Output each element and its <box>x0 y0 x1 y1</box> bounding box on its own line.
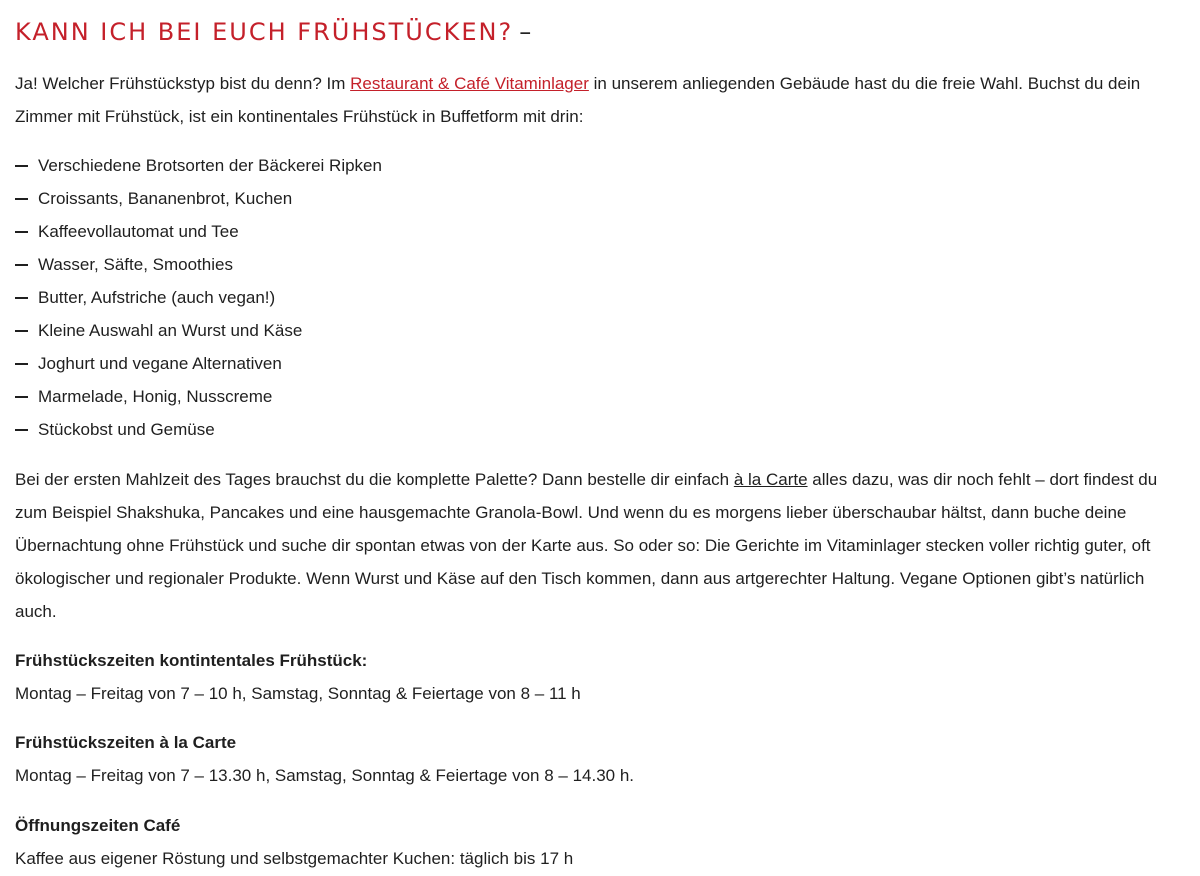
intro-text-after: in unserem anliegenden Gebäude hast du die freie Wahl. Buchst du dein Zimmer mit Frühstück, ist ein kontinentales Frühstück in Buffetform mit drin: <box>15 74 1141 126</box>
list-item <box>15 314 382 347</box>
hours-continental <box>15 644 581 710</box>
section-title-text: KANN ICH BEI EUCH FRÜHSTÜCKEN? <box>15 18 514 46</box>
list-item-label: Butter, Aufstriche (auch vegan!) <box>38 288 276 307</box>
para2-text-after: alles dazu, was dir noch fehlt – dort findest du zum Beispiel Shakshuka, Pancakes und eine hausgemachte Granola-Bowl. Und wenn du es morgens lieber überschaubar hältst, dann buche deine Übernachtung ohne Frühstück und suche dir spontan etwas von der Karte aus. So oder so: Die Gerichte im Vitaminlager stecken voller richtig guter, oft ökologischer und regionaler Produkte. Wenn Wurst und Käse auf den Tisch kommen, dann aus artgerechter Haltung. Vegane Optionen gibt’s natürlich auch. <box>15 470 1158 621</box>
list-item <box>15 149 382 182</box>
list-item <box>15 380 382 413</box>
dash-bullet-icon <box>15 198 28 200</box>
dash-bullet-icon <box>15 297 28 299</box>
list-item-label: Kleine Auswahl an Wurst und Käse <box>38 321 303 340</box>
dash-bullet-icon <box>15 363 28 365</box>
list-item <box>15 215 382 248</box>
restaurant-link[interactable]: Restaurant & Café Vitaminlager <box>350 74 589 93</box>
para2-text-before: Bei der ersten Mahlzeit des Tages brauchst du die komplette Palette? Dann bestelle dir einfach <box>15 470 734 489</box>
list-item-label: Verschiedene Brotsorten der Bäckerei Ripken <box>38 156 382 175</box>
list-item-label: Marmelade, Honig, Nusscreme <box>38 387 273 406</box>
list-item <box>15 281 382 314</box>
dash-bullet-icon <box>15 330 28 332</box>
dash-bullet-icon <box>15 396 28 398</box>
breakfast-list <box>15 149 382 446</box>
list-item <box>15 413 382 446</box>
list-item <box>15 347 382 380</box>
list-item-label: Kaffeevollautomat und Tee <box>38 222 239 241</box>
title-dash: – <box>519 18 534 46</box>
a-la-carte-link[interactable]: à la Carte <box>733 470 808 489</box>
hours-text: Montag – Freitag von 7 – 10 h, Samstag, Sonntag & Feiertage von 8 – 11 h <box>15 684 581 703</box>
dash-bullet-icon <box>15 429 28 431</box>
list-item <box>15 182 382 215</box>
hours-text: Montag – Freitag von 7 – 13.30 h, Samstag, Sonntag & Feiertage von 8 – 14.30 h. <box>15 766 635 785</box>
hours-text: Kaffee aus eigener Röstung und selbstgemachter Kuchen: täglich bis 17 h <box>15 849 574 868</box>
list-item-label: Croissants, Bananenbrot, Kuchen <box>38 189 293 208</box>
hours-heading: Frühstückszeiten kontintentales Frühstück: <box>15 651 368 670</box>
intro-text-before: Ja! Welcher Frühstückstyp bist du denn? Im <box>15 74 351 93</box>
dash-bullet-icon <box>15 231 28 233</box>
hours-a-la-carte <box>15 726 634 792</box>
section-title <box>15 16 533 48</box>
intro-paragraph <box>15 67 1183 133</box>
hours-heading: Öffnungszeiten Café <box>15 816 181 835</box>
list-item-label: Stückobst und Gemüse <box>38 420 215 439</box>
list-item-label: Joghurt und vegane Alternativen <box>38 354 282 373</box>
a-la-carte-paragraph <box>15 463 1183 628</box>
hours-cafe <box>15 809 573 875</box>
dash-bullet-icon <box>15 264 28 266</box>
list-item-label: Wasser, Säfte, Smoothies <box>38 255 233 274</box>
list-item <box>15 248 382 281</box>
dash-bullet-icon <box>15 165 28 167</box>
hours-heading: Frühstückszeiten à la Carte <box>15 733 237 752</box>
